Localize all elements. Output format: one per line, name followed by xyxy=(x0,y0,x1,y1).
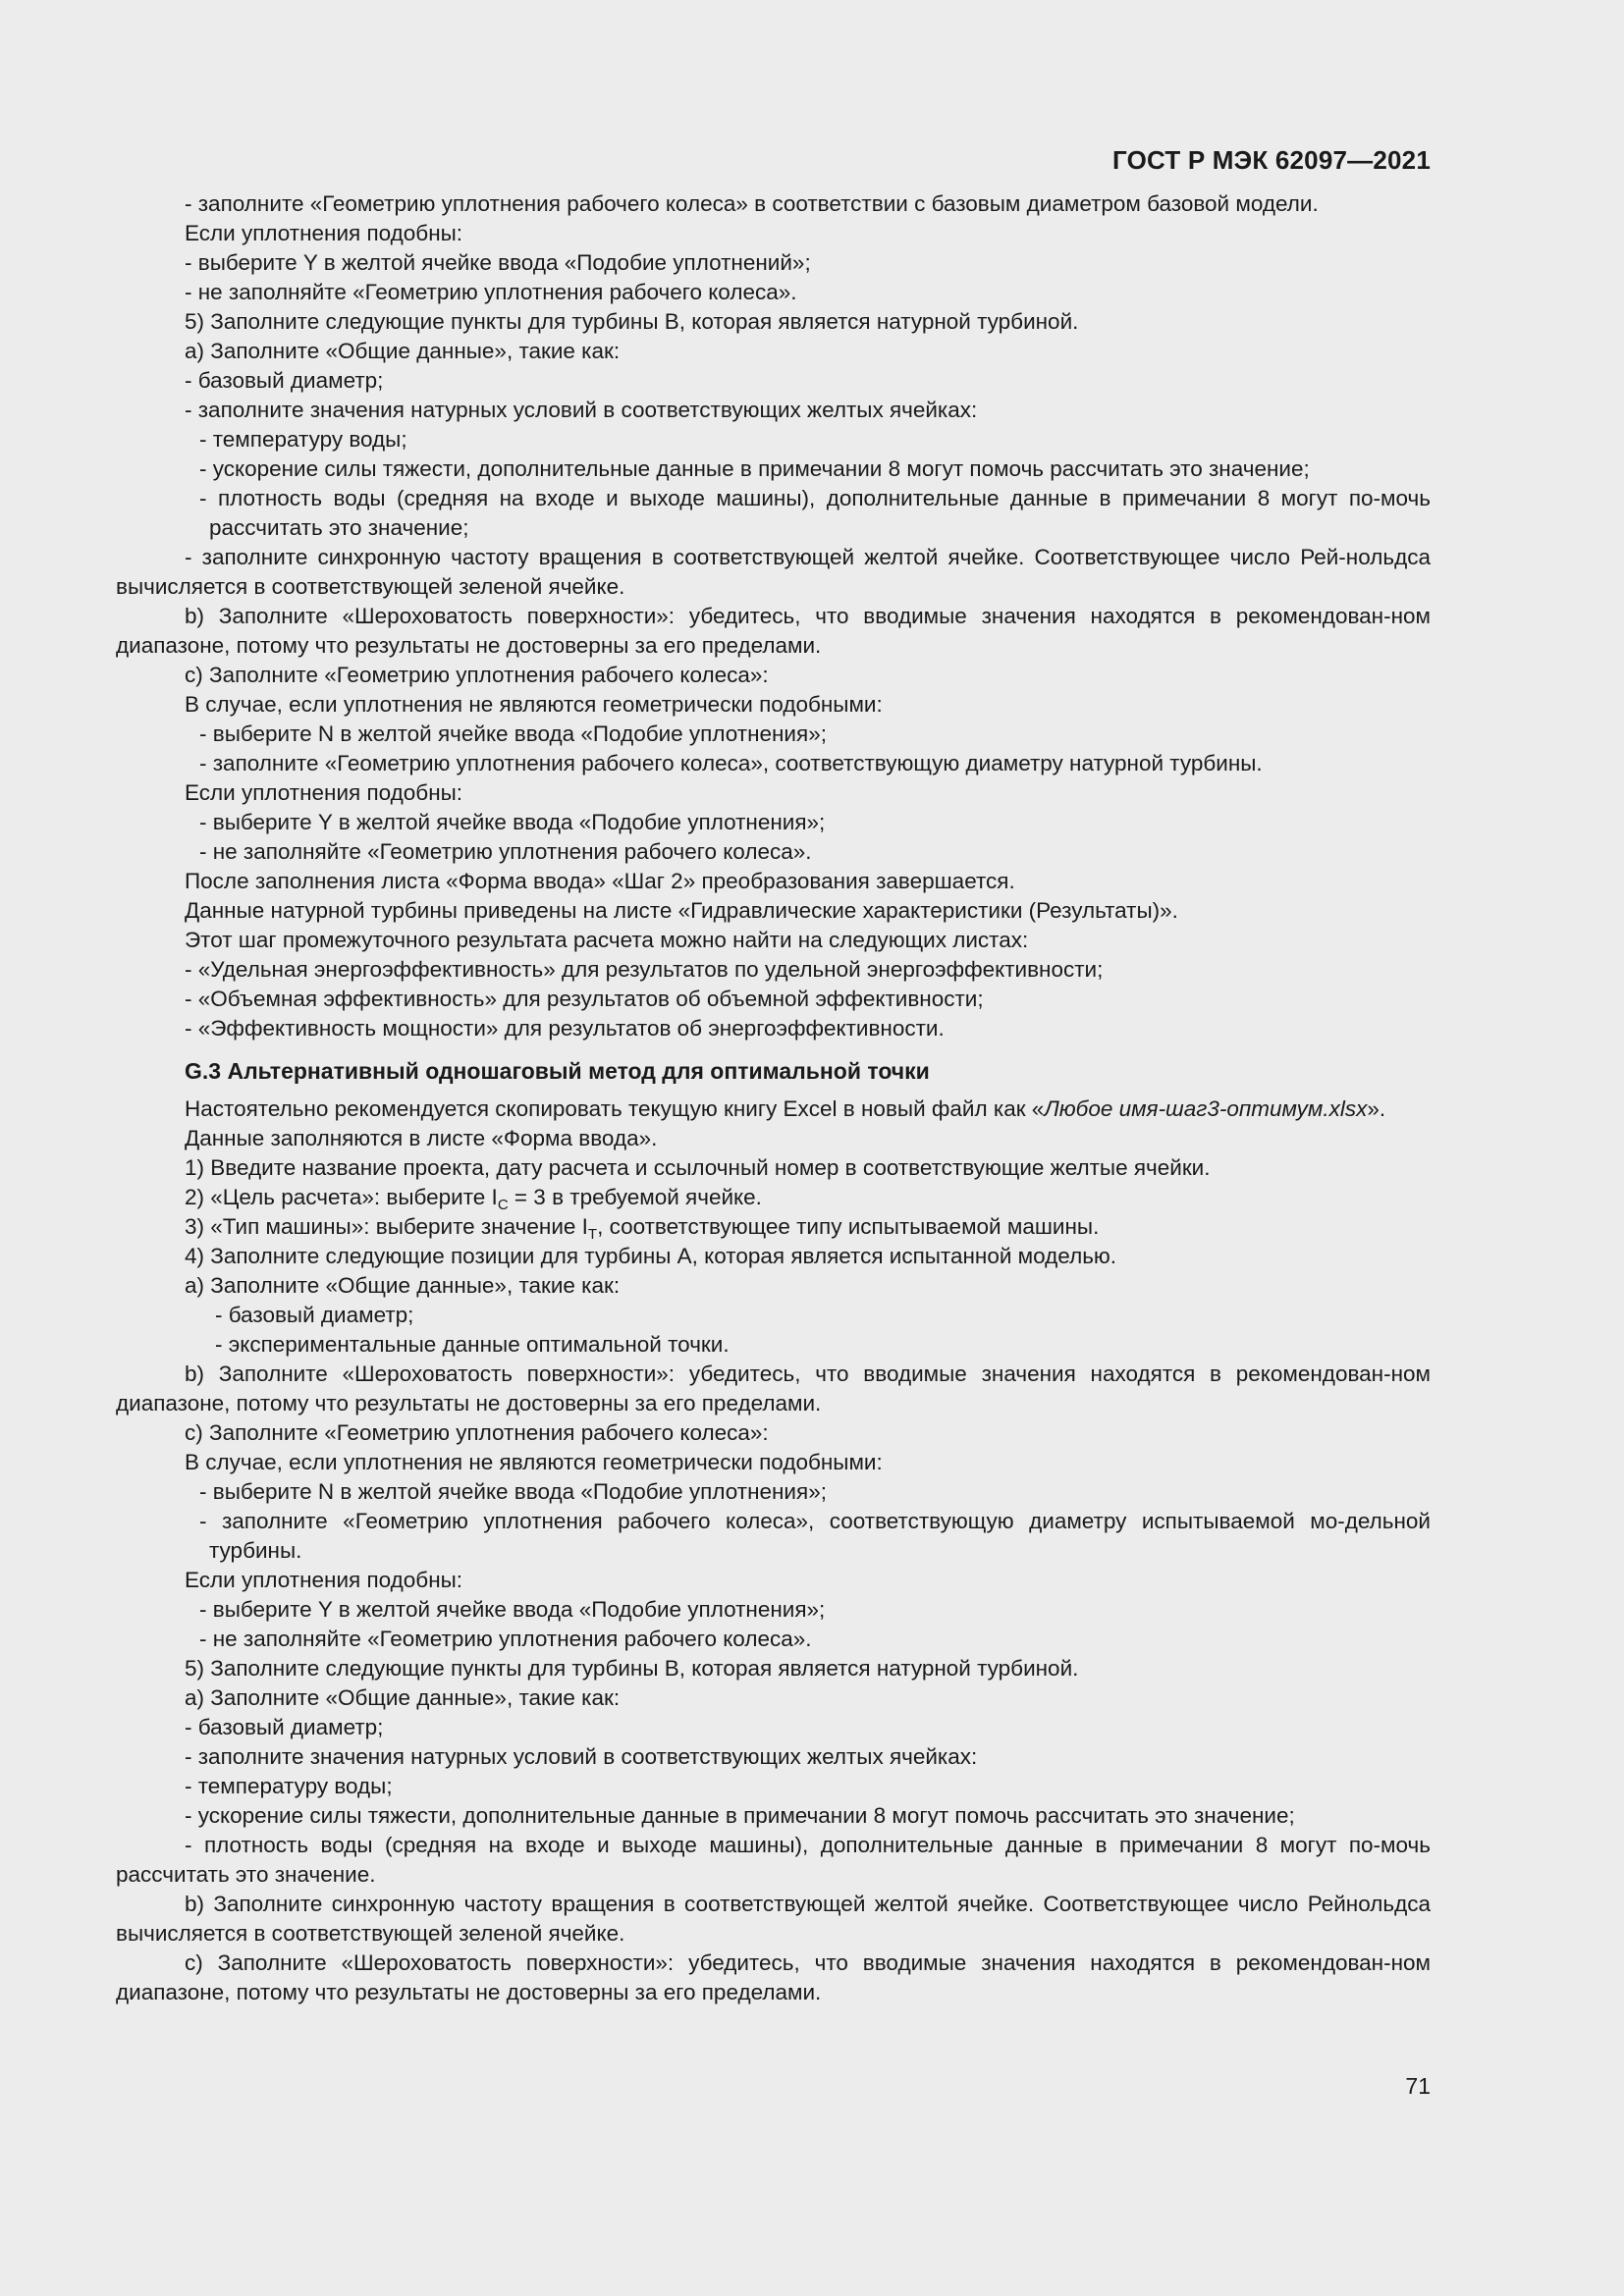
paragraph-line: a) Заполните «Общие данные», такие как: xyxy=(185,339,621,363)
paragraph-line: После заполнения листа «Форма ввода» «Шаг 2» преобразования завершается. xyxy=(185,869,1015,893)
paragraph-line: a) Заполните «Общие данные», такие как: xyxy=(185,1273,621,1298)
paragraph-line: - плотность воды (средняя на входе и выходе машины), дополнительные данные в примечании 8 могут по-мочь рассчитать это значение; xyxy=(199,486,1431,540)
paragraph-line: - заполните значения натурных условий в соответствующих желтых ячейках: xyxy=(185,1744,978,1769)
paragraph-line: - «Удельная энергоэффективность» для результатов по удельной энергоэффективности; xyxy=(185,957,1104,982)
paragraph-line: c) Заполните «Шероховатость поверхности»: убедитесь, что вводимые значения находятся в рекомендован-ном диапазоне, потому что результаты не достоверны за его пределами. xyxy=(116,1950,1431,2004)
paragraph-line: Если уплотнения подобны: xyxy=(185,221,463,245)
paragraph-line: - температуру воды; xyxy=(185,1774,393,1798)
paragraph-line: - выберите Y в желтой ячейке ввода «Подобие уплотнения»; xyxy=(199,1597,826,1622)
paragraph-line: - ускорение силы тяжести, дополнительные данные в примечании 8 могут помочь рассчитать это значение; xyxy=(199,456,1310,481)
paragraph-line: 5) Заполните следующие пункты для турбины B, которая является натурной турбиной. xyxy=(185,1656,1079,1681)
paragraph-line: 1) Введите название проекта, дату расчета и ссылочный номер в соответствующие желтые ячейки. xyxy=(185,1155,1211,1180)
filename-italic: Любое имя-шаг3-оптимум.xlsx xyxy=(1044,1096,1368,1121)
paragraph-line: - заполните значения натурных условий в соответствующих желтых ячейках: xyxy=(185,398,978,422)
paragraph-line: - не заполняйте «Геометрию уплотнения рабочего колеса». xyxy=(185,280,797,304)
paragraph-line: 4) Заполните следующие позиции для турбины A, которая является испытанной моделью. xyxy=(185,1244,1117,1268)
paragraph-line: - не заполняйте «Геометрию уплотнения рабочего колеса». xyxy=(199,839,812,864)
paragraph-line: c) Заполните «Геометрию уплотнения рабочего колеса»: xyxy=(185,1420,769,1445)
calc-target-before: 2) «Цель расчета»: выберите I xyxy=(185,1185,498,1209)
document-page xyxy=(116,145,1431,2007)
paragraph-line: b) Заполните синхронную частоту вращения в соответствующей желтой ячейке. Соответствующее число Рейнольдса вычисляется в соответствующей зеленой ячейке. xyxy=(116,1892,1431,1946)
paragraph-line: c) Заполните «Геометрию уплотнения рабочего колеса»: xyxy=(185,663,769,687)
instructions-block-step2 xyxy=(116,189,1431,1043)
paragraph-line: - выберите Y в желтой ячейке ввода «Подобие уплотнений»; xyxy=(185,250,811,275)
paragraph-line: - экспериментальные данные оптимальной точки. xyxy=(215,1332,730,1357)
paragraph-line: В случае, если уплотнения не являются геометрически подобными: xyxy=(185,1450,883,1474)
machine-type-before: 3) «Тип машины»: выберите значение I xyxy=(185,1214,588,1239)
machine-type-subscript: T xyxy=(587,1226,598,1243)
paragraph-line: Если уплотнения подобны: xyxy=(185,780,463,805)
machine-type-line xyxy=(116,1212,1431,1242)
machine-type-after: , соответствующее типу испытываемой машины. xyxy=(597,1214,1100,1239)
paragraph-line: Данные натурной турбины приведены на листе «Гидравлические характеристики (Результаты)». xyxy=(185,898,1178,923)
paragraph-line: - базовый диаметр; xyxy=(215,1303,414,1327)
section-heading-g3: G.3 Альтернативный одношаговый метод для оптимальной точки xyxy=(185,1058,930,1084)
paragraph-line: - заполните «Геометрию уплотнения рабочего колеса», соответствующую диаметру натурной турбины. xyxy=(199,751,1263,775)
paragraph-line: - заполните синхронную частоту вращения в соответствующей желтой ячейке. Соответствующее число Рей-нольдса вычисляется в соответствующей зеленой ячейке. xyxy=(116,545,1431,599)
instructions-block-g3-part1 xyxy=(116,1124,1431,1183)
paragraph-line: В случае, если уплотнения не являются геометрически подобными: xyxy=(185,692,883,717)
paragraph-line: a) Заполните «Общие данные», такие как: xyxy=(185,1685,621,1710)
copy-text-after: ». xyxy=(1367,1096,1386,1121)
paragraph-line: - не заполняйте «Геометрию уплотнения рабочего колеса». xyxy=(199,1627,812,1651)
paragraph-line: - «Объемная эффективность» для результатов об объемной эффективности; xyxy=(185,987,984,1011)
instructions-block-g3-part2 xyxy=(116,1242,1431,2007)
paragraph-line: - «Эффективность мощности» для результатов об энергоэффективности. xyxy=(185,1016,945,1041)
copy-workbook-paragraph xyxy=(116,1095,1431,1124)
paragraph-line: - базовый диаметр; xyxy=(185,368,384,393)
copy-text-before: Настоятельно рекомендуется скопировать текущую книгу Excel в новый файл как « xyxy=(185,1096,1045,1121)
paragraph-line: - плотность воды (средняя на входе и выходе машины), дополнительные данные в примечании 8 могут по-мочь рассчитать это значение. xyxy=(116,1833,1431,1887)
paragraph-line: - выберите Y в желтой ячейке ввода «Подобие уплотнения»; xyxy=(199,810,826,834)
document-code-header: ГОСТ Р МЭК 62097—2021 xyxy=(1111,145,1431,175)
paragraph-line: - выберите N в желтой ячейке ввода «Подобие уплотнения»; xyxy=(199,721,827,746)
page-number: 71 xyxy=(1405,2073,1431,2099)
paragraph-line: b) Заполните «Шероховатость поверхности»: убедитесь, что вводимые значения находятся в рекомендован-ном диапазоне, потому что результаты не достоверны за его пределами. xyxy=(116,604,1431,658)
calc-target-subscript: C xyxy=(497,1197,509,1213)
paragraph-line: Данные заполняются в листе «Форма ввода». xyxy=(185,1126,658,1150)
paragraph-line: - выберите N в желтой ячейке ввода «Подобие уплотнения»; xyxy=(199,1479,827,1504)
paragraph-line: 5) Заполните следующие пункты для турбины B, которая является натурной турбиной. xyxy=(185,309,1079,334)
paragraph-line: - заполните «Геометрию уплотнения рабочего колеса» в соответствии с базовым диаметром базовой модели. xyxy=(185,191,1319,216)
paragraph-line: - заполните «Геометрию уплотнения рабочего колеса», соответствующую диаметру испытываемой мо-дельной турбины. xyxy=(199,1509,1431,1563)
calc-target-after: = 3 в требуемой ячейке. xyxy=(508,1185,762,1209)
document-body xyxy=(116,189,1431,2007)
calc-target-line xyxy=(116,1183,1431,1212)
paragraph-line: Этот шаг промежуточного результата расчета можно найти на следующих листах: xyxy=(185,928,1029,952)
paragraph-line: Если уплотнения подобны: xyxy=(185,1568,463,1592)
paragraph-line: - базовый диаметр; xyxy=(185,1715,384,1739)
paragraph-line: b) Заполните «Шероховатость поверхности»: убедитесь, что вводимые значения находятся в рекомендован-ном диапазоне, потому что результаты не достоверны за его пределами. xyxy=(116,1362,1431,1415)
paragraph-line: - температуру воды; xyxy=(199,427,407,452)
paragraph-line: - ускорение силы тяжести, дополнительные данные в примечании 8 могут помочь рассчитать это значение; xyxy=(185,1803,1295,1828)
